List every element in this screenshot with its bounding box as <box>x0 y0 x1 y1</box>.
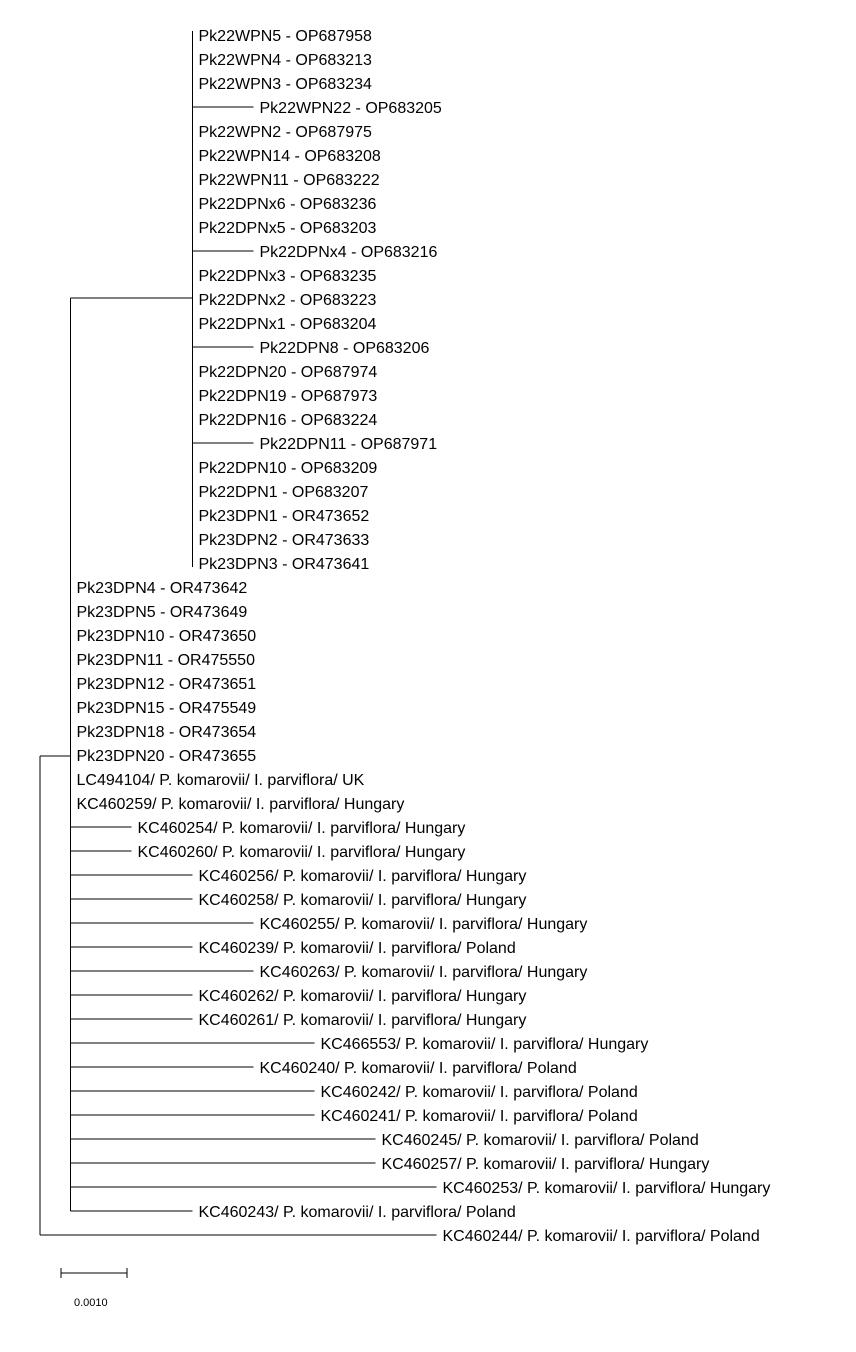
tree-leaf-labels <box>77 28 771 1245</box>
scale-bar-label: 0.0010 <box>74 1297 108 1309</box>
leaf-label-main-14: KC460255/ P. komarovii/ I. parviflora/ Hungary <box>259 916 588 933</box>
leaf-label-main-22: KC460241/ P. komarovii/ I. parviflora/ Poland <box>320 1108 638 1125</box>
leaf-label-main-6: Pk23DPN18 - OR473654 <box>76 724 257 741</box>
leaf-label-main-8: LC494104/ P. komarovii/ I. parviflora/ UK <box>76 772 365 789</box>
leaf-label-main-7: Pk23DPN20 - OR473655 <box>76 748 257 765</box>
leaf-label-pk22-7: Pk22DPNx6 - OP683236 <box>198 196 377 213</box>
leaf-label-pk22-14: Pk22DPN20 - OP687974 <box>198 364 378 381</box>
leaf-label-main-15: KC460239/ P. komarovii/ I. parviflora/ Poland <box>198 940 516 957</box>
leaf-label-pk22-19: Pk22DPN1 - OP683207 <box>198 484 369 501</box>
leaf-label-main-20: KC460240/ P. komarovii/ I. parviflora/ Poland <box>259 1060 577 1077</box>
leaf-label-main-1: Pk23DPN5 - OR473649 <box>76 604 248 621</box>
leaf-label-pk22-4: Pk22WPN2 - OP687975 <box>198 124 372 141</box>
leaf-label-pk22-3: Pk22WPN22 - OP683205 <box>259 100 442 117</box>
leaf-label-main-12: KC460256/ P. komarovii/ I. parviflora/ Hungary <box>198 868 527 885</box>
leaf-label-main-0: Pk23DPN4 - OR473642 <box>76 580 248 597</box>
leaf-label-pk22-22: Pk23DPN3 - OR473641 <box>198 556 370 573</box>
leaf-label-pk22-16: Pk22DPN16 - OP683224 <box>198 412 378 429</box>
leaf-label-main-2: Pk23DPN10 - OR473650 <box>76 628 257 645</box>
scale-bar <box>61 1268 127 1309</box>
leaf-label-main-5: Pk23DPN15 - OR475549 <box>76 700 257 717</box>
leaf-label-main-16: KC460263/ P. komarovii/ I. parviflora/ Hungary <box>259 964 588 981</box>
leaf-label-pk22-9: Pk22DPNx4 - OP683216 <box>259 244 438 261</box>
leaf-label-main-25: KC460253/ P. komarovii/ I. parviflora/ Hungary <box>442 1180 771 1197</box>
leaf-label-main-10: KC460254/ P. komarovii/ I. parviflora/ Hungary <box>137 820 466 837</box>
leaf-label-pk22-12: Pk22DPNx1 - OP683204 <box>198 316 377 333</box>
leaf-label-main-19: KC466553/ P. komarovii/ I. parviflora/ Hungary <box>320 1036 649 1053</box>
leaf-label-pk22-10: Pk22DPNx3 - OP683235 <box>198 268 377 285</box>
leaf-label-main-24: KC460257/ P. komarovii/ I. parviflora/ Hungary <box>381 1156 710 1173</box>
leaf-label-pk22-11: Pk22DPNx2 - OP683223 <box>198 292 377 309</box>
leaf-label-main-9: KC460259/ P. komarovii/ I. parviflora/ Hungary <box>76 796 405 813</box>
leaf-label-pk22-21: Pk23DPN2 - OR473633 <box>198 532 370 549</box>
leaf-label-outgroup-0: KC460244/ P. komarovii/ I. parviflora/ Poland <box>442 1228 760 1245</box>
leaf-label-pk22-2: Pk22WPN3 - OP683234 <box>198 76 372 93</box>
leaf-label-pk22-15: Pk22DPN19 - OP687973 <box>198 388 378 405</box>
leaf-label-main-17: KC460262/ P. komarovii/ I. parviflora/ Hungary <box>198 988 527 1005</box>
leaf-label-main-3: Pk23DPN11 - OR475550 <box>76 652 255 669</box>
leaf-label-main-23: KC460245/ P. komarovii/ I. parviflora/ Poland <box>381 1132 699 1149</box>
leaf-label-main-11: KC460260/ P. komarovii/ I. parviflora/ Hungary <box>137 844 466 861</box>
leaf-label-main-4: Pk23DPN12 - OR473651 <box>76 676 257 693</box>
leaf-label-pk22-8: Pk22DPNx5 - OP683203 <box>198 220 377 237</box>
leaf-label-main-13: KC460258/ P. komarovii/ I. parviflora/ Hungary <box>198 892 527 909</box>
leaf-label-pk22-5: Pk22WPN14 - OP683208 <box>198 148 381 165</box>
leaf-label-main-21: KC460242/ P. komarovii/ I. parviflora/ Poland <box>320 1084 638 1101</box>
leaf-label-main-18: KC460261/ P. komarovii/ I. parviflora/ Hungary <box>198 1012 527 1029</box>
leaf-label-pk22-20: Pk23DPN1 - OR473652 <box>198 508 370 525</box>
leaf-label-pk22-6: Pk22WPN11 - OP683222 <box>198 172 380 189</box>
leaf-label-pk22-17: Pk22DPN11 - OP687971 <box>259 436 438 453</box>
leaf-label-pk22-0: Pk22WPN5 - OP687958 <box>198 28 372 45</box>
leaf-label-pk22-18: Pk22DPN10 - OP683209 <box>198 460 378 477</box>
leaf-label-main-26: KC460243/ P. komarovii/ I. parviflora/ Poland <box>198 1204 516 1221</box>
leaf-label-pk22-1: Pk22WPN4 - OP683213 <box>198 52 372 69</box>
leaf-label-pk22-13: Pk22DPN8 - OP683206 <box>259 340 430 357</box>
